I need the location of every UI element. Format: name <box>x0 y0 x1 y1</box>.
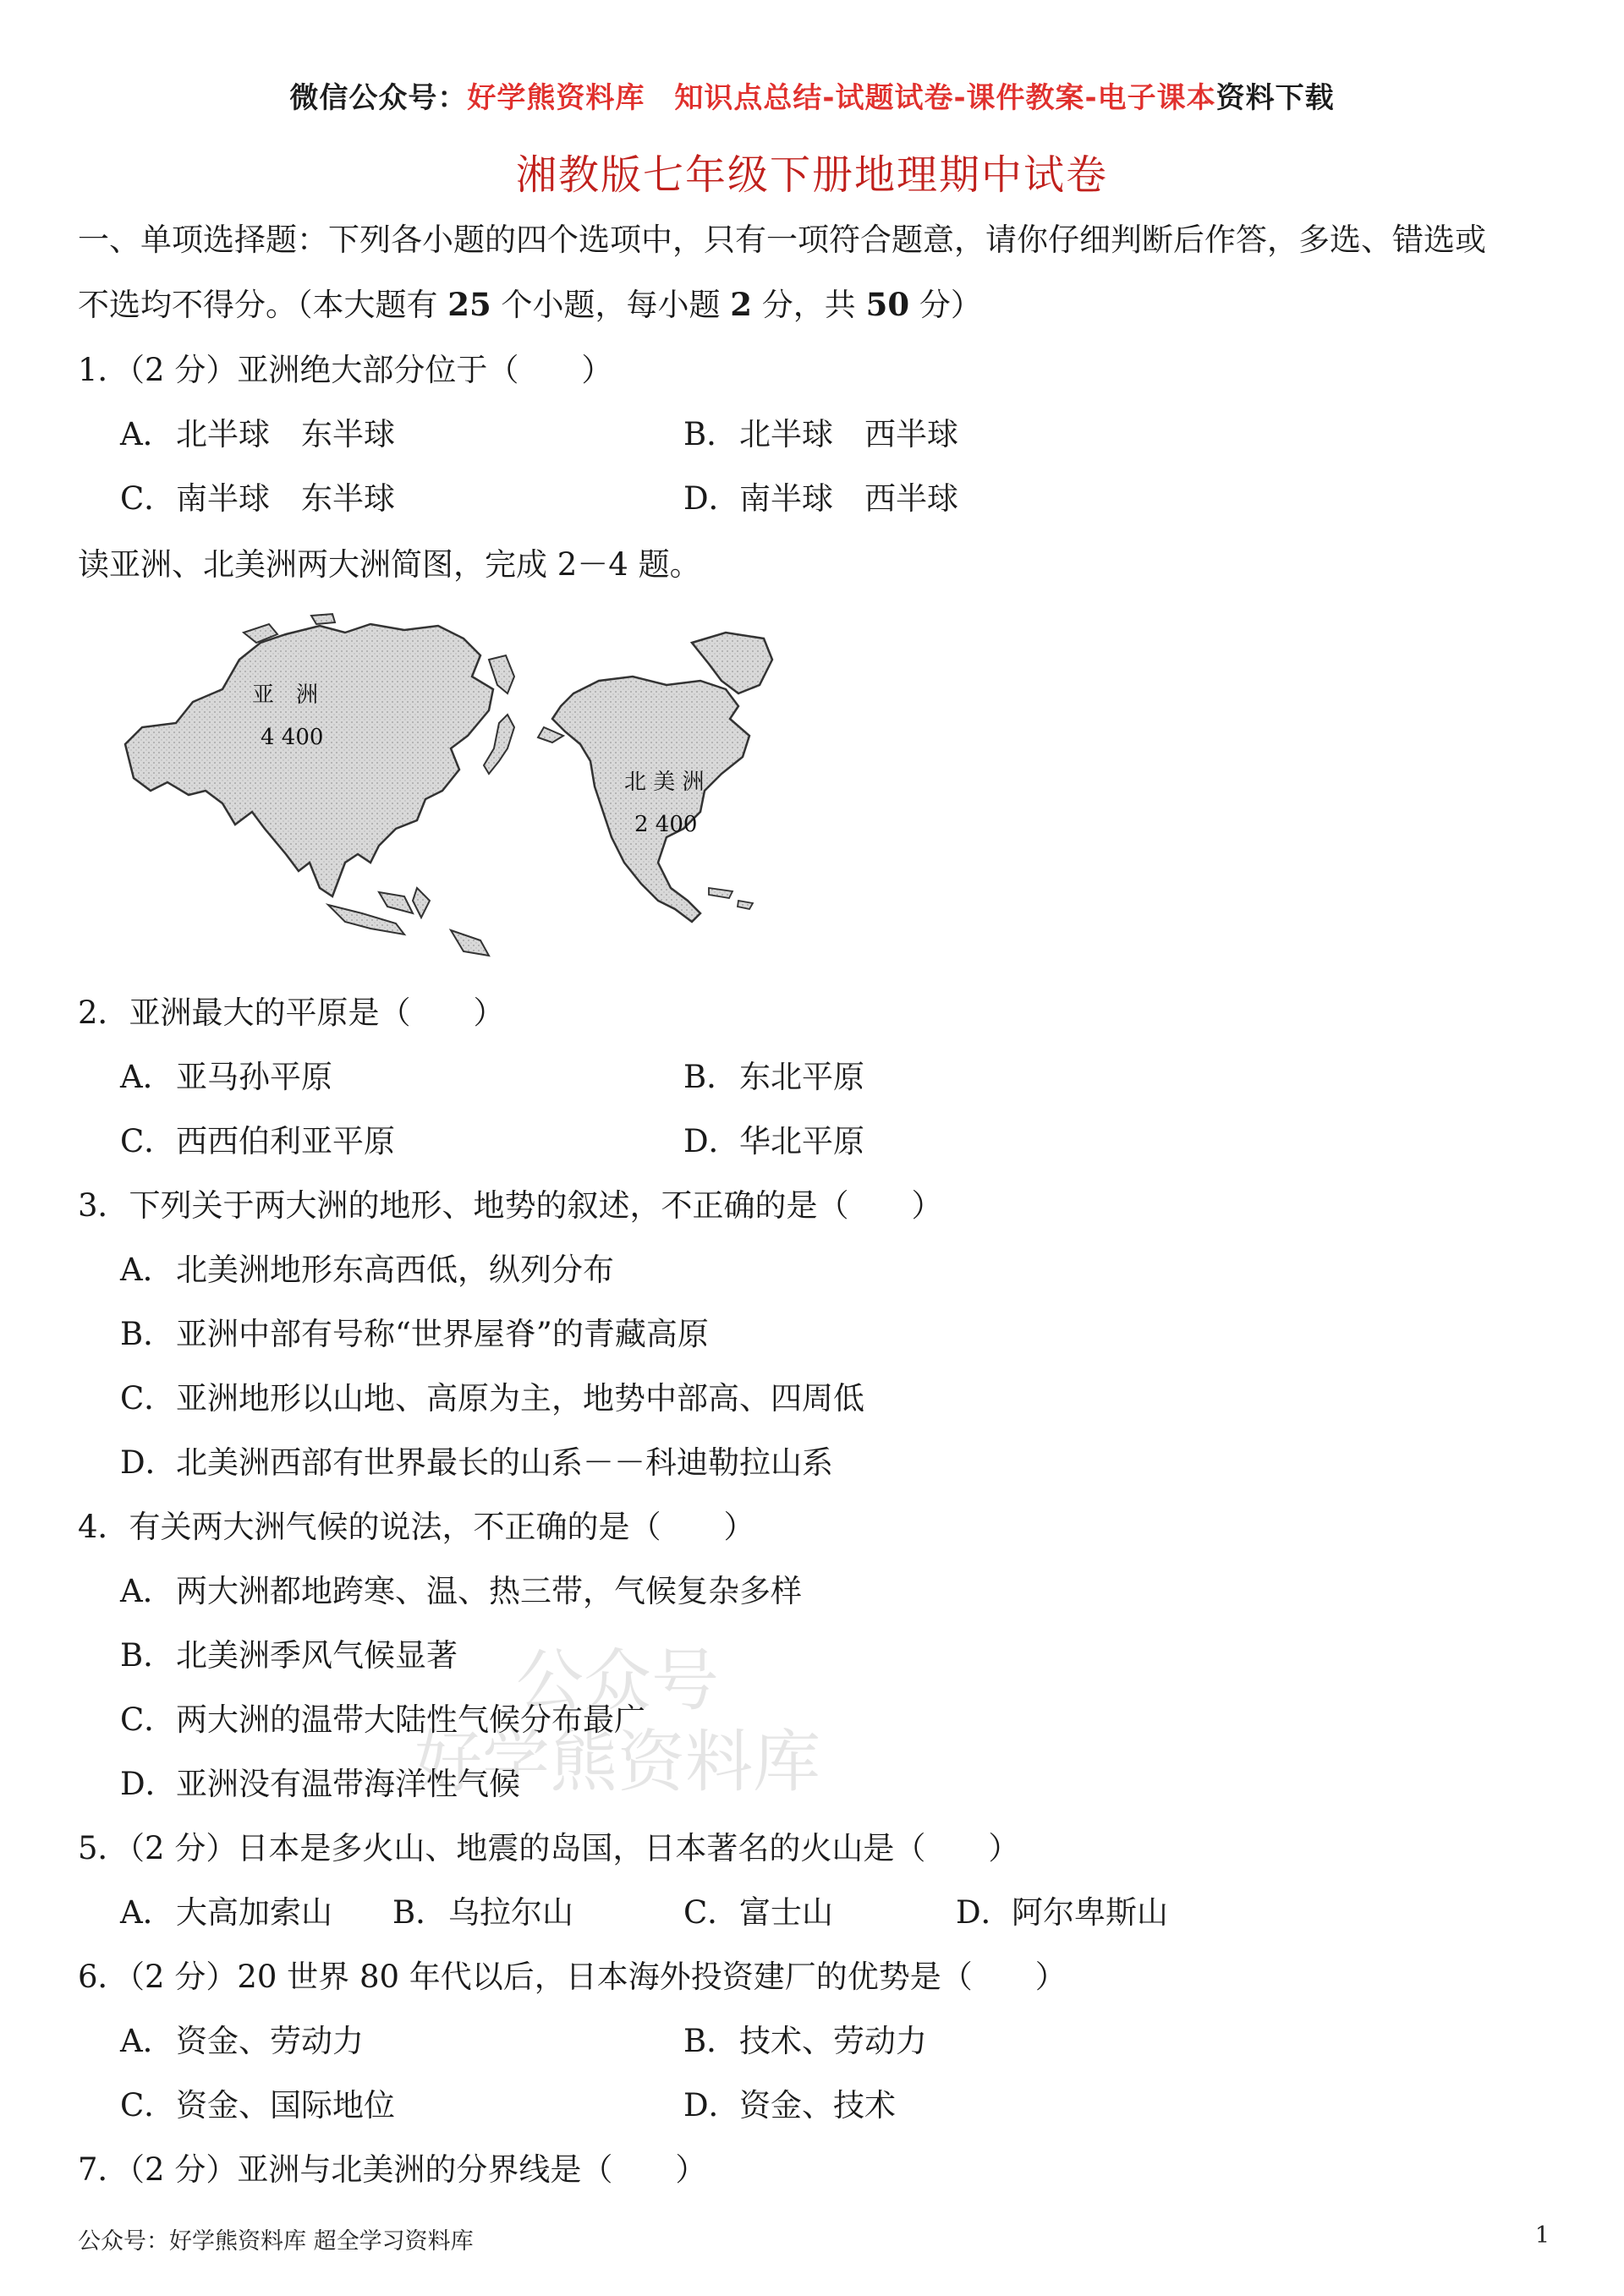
continent-map-figure <box>117 609 776 973</box>
option-text: 北美洲地形东高西低，纵列分布 <box>176 1252 614 1288</box>
asia-label: 亚 洲 <box>252 682 319 708</box>
option-letter: B． <box>392 1894 447 1931</box>
question-6-stem: 6．（2 分）20 世界 80 年代以后，日本海外投资建厂的优势是（ ） <box>78 1959 1067 1995</box>
option-text: 北半球 西半球 <box>739 416 958 452</box>
header-middle: 好学熊资料库 知识点总结-试题试卷-课件教案-电子课本 <box>467 81 1216 115</box>
option-text: 亚洲地形以山地、高原为主，地势中部高、四周低 <box>176 1380 864 1417</box>
watermark-line2: 好学熊资料库 <box>414 1723 820 1801</box>
question-3-stem: 3．下列关于两大洲的地形、地势的叙述，不正确的是（ ） <box>78 1187 943 1224</box>
question-count: 25 <box>447 286 491 323</box>
option-letter: B． <box>120 1316 175 1352</box>
question-4-stem: 4．有关两大洲气候的说法，不正确的是（ ） <box>78 1509 755 1545</box>
option-letter: D． <box>683 2087 740 2123</box>
option-letter: D． <box>683 480 740 517</box>
option-letter: B． <box>120 1637 175 1674</box>
option-text: 技术、劳动力 <box>739 2023 927 2059</box>
question-2-option-b[interactable] <box>683 1059 864 1096</box>
question-5-option-b[interactable] <box>392 1894 573 1932</box>
question-3-option-d[interactable] <box>120 1444 833 1482</box>
new-guinea-island <box>451 930 489 956</box>
option-text: 东北平原 <box>739 1059 864 1095</box>
page-number: 1 <box>1534 2222 1550 2249</box>
southeast-asia-islands <box>328 888 430 934</box>
option-text: 大高加索山 <box>176 1894 332 1931</box>
option-text: 北美洲西部有世界最长的山系－－科迪勒拉山系 <box>176 1444 833 1481</box>
option-letter: D． <box>120 1766 177 1802</box>
question-4-option-b[interactable] <box>120 1637 458 1674</box>
option-letter: B． <box>683 1059 738 1095</box>
question-5-option-d[interactable] <box>956 1894 1168 1932</box>
option-letter: B． <box>683 416 738 452</box>
option-text: 两大洲的温带大陆性气候分布最广 <box>176 1701 645 1738</box>
question-2-option-d[interactable] <box>683 1123 864 1160</box>
option-letter: C． <box>120 1123 176 1159</box>
question-3-option-b[interactable] <box>120 1316 709 1353</box>
option-text: 亚洲没有温带海洋性气候 <box>176 1766 520 1802</box>
option-text: 北美洲季风气候显著 <box>176 1637 458 1674</box>
option-text: 亚洲中部有号称“世界屋脊”的青藏高原 <box>176 1316 709 1352</box>
caribbean-islands <box>709 888 753 909</box>
figure-caption: 读亚洲、北美洲两大洲简图，完成 2－4 题。 <box>78 546 701 583</box>
question-5-option-c[interactable] <box>683 1894 833 1932</box>
footer-text: 公众号：好学熊资料库 超全学习资料库 <box>78 2228 474 2255</box>
header-suffix: 资料下载 <box>1215 81 1335 115</box>
asia-value: 4 400 <box>261 725 324 750</box>
option-letter: A． <box>120 2023 174 2059</box>
intro-text: 不选均不得分。（本大题有 <box>78 287 448 323</box>
section-intro-line1: 一、单项选择题：下列各小题的四个选项中，只有一项符合题意，请你仔细判断后作答，多选、错选或 <box>78 222 1486 258</box>
question-4-option-c[interactable] <box>120 1701 645 1739</box>
option-letter: D． <box>120 1444 177 1481</box>
question-5-stem: 5．（2 分）日本是多火山、地震的岛国，日本著名的火山是（ ） <box>78 1830 1020 1866</box>
option-text: 两大洲都地跨寒、温、热三带，气候复杂多样 <box>176 1573 802 1609</box>
option-text: 乌拉尔山 <box>448 1894 573 1931</box>
option-letter: C． <box>683 1894 739 1931</box>
option-text: 阿尔卑斯山 <box>1012 1894 1168 1931</box>
points-each: 2 <box>730 286 753 323</box>
wechat-header <box>0 74 1624 116</box>
option-text: 富士山 <box>739 1894 833 1931</box>
option-text: 北半球 东半球 <box>176 416 395 452</box>
question-7-stem: 7．（2 分）亚洲与北美洲的分界线是（ ） <box>78 2151 707 2188</box>
option-text: 亚马孙平原 <box>176 1059 332 1095</box>
points-total: 50 <box>865 286 910 323</box>
option-letter: C． <box>120 480 176 517</box>
option-letter: A． <box>120 416 174 452</box>
option-text: 南半球 西半球 <box>739 480 958 517</box>
north-america-landmass <box>552 677 749 922</box>
option-letter: D． <box>683 1123 740 1159</box>
question-1-stem: 1．（2 分）亚洲绝大部分位于（ ） <box>78 352 613 388</box>
intro-text: 分，共 <box>752 287 866 323</box>
question-6-option-b[interactable] <box>683 2023 927 2060</box>
question-1-option-d[interactable] <box>683 480 958 518</box>
option-letter: A． <box>120 1059 174 1095</box>
option-letter: C． <box>120 1380 176 1417</box>
option-letter: D． <box>956 1894 1012 1931</box>
question-1-option-c[interactable] <box>120 480 395 518</box>
option-text: 资金、国际地位 <box>176 2087 395 2123</box>
option-letter: C． <box>120 2087 176 2123</box>
question-2-option-a[interactable] <box>120 1059 332 1096</box>
watermark-line1: 公众号 <box>516 1641 719 1720</box>
option-letter: C． <box>120 1701 176 1738</box>
north-america-value: 2 400 <box>634 812 698 837</box>
alaska-peninsula <box>538 727 563 743</box>
option-letter: A． <box>120 1894 174 1931</box>
question-1-option-a[interactable] <box>120 416 395 453</box>
question-2-stem: 2．亚洲最大的平原是（ ） <box>78 995 505 1031</box>
question-5-option-a[interactable] <box>120 1894 332 1932</box>
section-intro-line2 <box>78 286 982 324</box>
intro-text: 个小题，每小题 <box>491 287 731 323</box>
option-text: 西西伯利亚平原 <box>176 1123 395 1159</box>
japan-islands <box>484 715 514 774</box>
question-2-option-c[interactable] <box>120 1123 395 1160</box>
question-4-option-d[interactable] <box>120 1766 520 1803</box>
question-3-option-a[interactable] <box>120 1252 614 1289</box>
question-6-option-d[interactable] <box>683 2087 896 2124</box>
question-1-option-b[interactable] <box>683 416 958 453</box>
question-4-option-a[interactable] <box>120 1573 802 1610</box>
option-text: 南半球 东半球 <box>176 480 395 517</box>
option-letter: A． <box>120 1252 174 1288</box>
option-letter: A． <box>120 1573 174 1609</box>
north-america-label: 北 美 洲 <box>624 770 705 795</box>
option-letter: B． <box>683 2023 738 2059</box>
question-6-option-c[interactable] <box>120 2087 395 2124</box>
option-text: 华北平原 <box>739 1123 864 1159</box>
header-prefix: 微信公众号： <box>289 81 468 115</box>
intro-text: 分） <box>909 287 982 323</box>
option-text: 资金、技术 <box>739 2087 896 2123</box>
page-title: 湘教版七年级下册地理期中试卷 <box>515 151 1108 199</box>
option-text: 资金、劳动力 <box>176 2023 364 2059</box>
question-3-option-c[interactable] <box>120 1380 864 1417</box>
asia-landmass <box>125 624 493 896</box>
question-6-option-a[interactable] <box>120 2023 364 2060</box>
